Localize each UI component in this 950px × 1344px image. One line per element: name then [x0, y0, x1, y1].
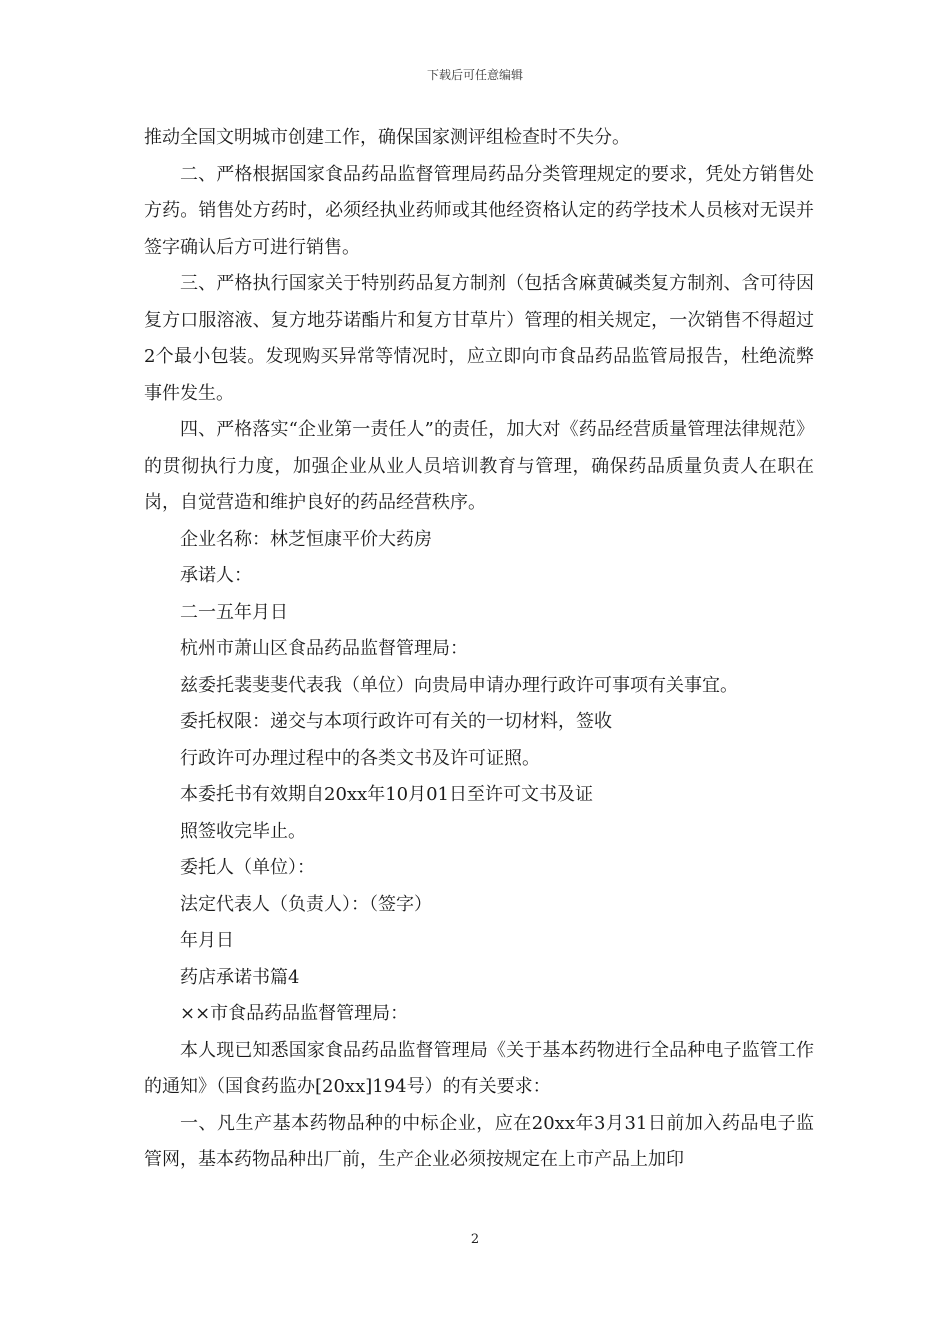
company-name-line: 企业名称：林芝恒康平价大药房: [180, 528, 432, 550]
document-body: [144, 120, 814, 1179]
section-title: 药店承诺书篇4: [180, 966, 300, 988]
paragraph-2: 二、严格根据国家食品药品监督管理局药品分类管理规定的要求，凭处方销售处方药。销售处方药时，必须经执业药师或其他经资格认定的药学技术人员核对无误并签字确认后方可进行销售。: [144, 163, 814, 258]
paragraph-1: 推动全国文明城市创建工作，确保国家测评组检查时不失分。: [144, 127, 630, 148]
paragraph-notice: 本人现已知悉国家食品药品监督管理局《关于基本药物进行全品种电子监管工作的通知》（国食药监办[20xx]194号）的有关要求：: [144, 1039, 814, 1097]
validity-line: 本委托书有效期自20xx年10月01日至许可文书及证: [180, 784, 594, 805]
date-line: 二一五年月日: [180, 601, 288, 623]
paragraph-3: 三、严格执行国家关于特别药品复方制剂（包括含麻黄碱类复方制剂、含可待因复方口服溶液、复方地芬诺酯片和复方甘草片）管理的相关规定，一次销售不得超过2个最小包装。发现购买异常等情况时，应立即向市食品药品监管局报告，杜绝流弊事件发生。: [144, 273, 814, 404]
entrust-line: 兹委托裴斐斐代表我（单位）向贵局申请办理行政许可事项有关事宜。: [180, 674, 738, 696]
legal-rep-line: 法定代表人（负责人）：（签字）: [180, 893, 432, 915]
principal-line: 委托人（单位）：: [180, 857, 315, 878]
date-line-2: 年月日: [180, 930, 234, 951]
paragraph-item-1: 一、凡生产基本药物品种的中标企业，应在20xx年3月31日前加入药品电子监管网，基本药物品种出厂前，生产企业必须按规定在上市产品上加印: [144, 1112, 814, 1170]
page-number: 2: [470, 1232, 480, 1247]
authority-line: 委托权限：递交与本项行政许可有关的一切材料，签收: [180, 711, 612, 732]
addressee-line-2: ××市食品药品监督管理局：: [180, 1003, 409, 1024]
validity-line-2: 照签收完毕止。: [180, 820, 306, 842]
authority-line-2: 行政许可办理过程中的各类文书及许可证照。: [180, 747, 540, 769]
page-header: 下载后可任意编辑: [426, 68, 523, 82]
promisor-line: 承诺人：: [180, 565, 252, 586]
paragraph-4: 四、严格落实“企业第一责任人”的责任，加大对《药品经营质量管理法律规范》的贯彻执行力度，加强企业从业人员培训教育与管理，确保药品质量负责人在职在岗，自觉营造和维护良好的药品经营秩序。: [144, 419, 814, 513]
addressee-line: 杭州市萧山区食品药品监督管理局：: [180, 638, 468, 659]
